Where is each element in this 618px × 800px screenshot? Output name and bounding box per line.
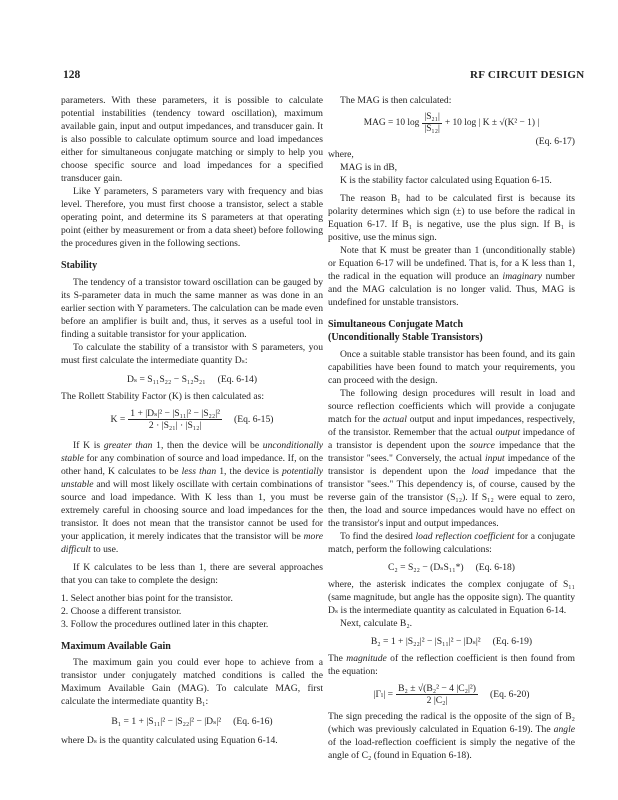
section-heading-stability: Stability [61, 260, 98, 271]
text: and will most likely oscillate with certain combinations of source and load impedance. With K less than 1, you must be extremely careful in choosing source and load impedances for the transistor. It does not mean that the transistor cannot be used for your application, it merely indicates that the transistor will be [61, 479, 323, 542]
paragraph: The MAG is then calculated: [340, 95, 452, 106]
options-list [61, 592, 323, 631]
equation-lhs: K = [110, 414, 126, 425]
text: 1, then the device will be [152, 440, 263, 451]
emphasis: angle [553, 724, 575, 735]
equation-6-20 [328, 683, 575, 706]
equation-label: (Eq. 6-16) [233, 716, 273, 727]
list-item: 1. Select another bias point for the transistor. [61, 593, 233, 604]
emphasis: magnitude [346, 653, 387, 664]
emphasis: potentially unstable [61, 466, 323, 490]
paragraph: To calculate the stability of a transistor with S parameters, you must first calculate the intermediate quantity Dₛ: [61, 342, 323, 366]
paragraph: where, the asterisk indicates the complex conjugate of S₁₁ (same magnitude, but angle has the opposite sign). The quantity Dₛ is the intermediate quantity as calculated in Equation 6-14. [328, 579, 575, 616]
emphasis: load [471, 466, 489, 477]
text: for any combination of source and load impedance. If, on the other hand, K calculates to be [61, 453, 323, 477]
equation-6-16 [61, 715, 323, 728]
equation-part: + 10 log | K ± √(K² − 1) | [444, 118, 540, 128]
paragraph: Next, calculate B₂. [340, 618, 413, 629]
text: of the load-reflection coefficient is simply the negative of the angle of C₂ (found in Equation 6-18). [328, 737, 575, 761]
emphasis: output [495, 427, 520, 438]
equation-label: (Eq. 6-20) [490, 689, 530, 700]
equation-body: Dₛ = S₁₁S₂₂ − S₁₂S₂₁ [126, 374, 206, 385]
text: impedance of the transistor is dependent upon the [328, 453, 575, 477]
equation-body: B₁ = 1 + |S₁₁|² − |S₂₂|² − |Dₛ|² [111, 716, 222, 727]
equation-body: B₂ = 1 + |S₂₂|² − |S₁₁|² − |Dₛ|² [370, 636, 481, 647]
equation-label: (Eq. 6-17) [535, 136, 575, 147]
denominator: 2 · |S₂₁| · |S₁₂| [148, 420, 202, 431]
emphasis: more difficult [61, 531, 323, 555]
paragraph: The tendency of a transistor toward oscillation can be gauged by its S-parameter data in much the same manner as was done in an earlier section with Y parameters. The calculation can be made even before an amplifier is built and, thus, it serves as a useful tool in finding a suitable transistor for your application. [61, 277, 323, 340]
paragraph [328, 530, 575, 556]
emphasis: input [485, 453, 505, 464]
text: Note that K must be greater than 1 (unconditionally stable) or Equation 6-17 will be undefined. That is, for a K less than 1, the radical in the equation will produce an [328, 245, 575, 282]
equation-label: (Eq. 6-19) [492, 636, 533, 647]
text: The following design procedures will result in load and source reflection coefficients which will provide a conjugate match for the [328, 388, 575, 425]
paragraph: The Rollett Stability Factor (K) is then calculated as: [61, 391, 265, 402]
paragraph: The maximum gain you could ever hope to achieve from a transistor under conjugately matched conditions is called the Maximum Available Gain (MAG). To calculate MAG, first calculate the intermediate quantity B₁: [61, 657, 323, 707]
equation-label: (Eq. 6-15) [234, 414, 274, 425]
text: If K is [73, 440, 104, 451]
denominator: 2 |C₂| [426, 695, 448, 706]
equation-lhs: |Γₗ| = [373, 689, 394, 700]
text: of the reflection coefficient is then found from the equation: [328, 653, 575, 677]
paragraph [328, 652, 575, 678]
page-number: 128 [63, 69, 81, 81]
emphasis: imaginary [502, 271, 542, 282]
paragraph: Once a suitable stable transistor has been found, and its gain capabilities have been found to match your requirements, you can proceed with the design. [328, 349, 575, 386]
numerator: 1 + |Dₛ|² − |S₁₁|² − |S₂₂|² [130, 408, 221, 419]
emphasis: load reflection coefficient [415, 531, 515, 542]
definition: K is the stability factor calculated using Equation 6-15. [340, 175, 552, 186]
fraction [422, 112, 442, 135]
text: impedance of a transistor is dependent upon the [328, 427, 575, 451]
fraction [396, 683, 478, 706]
equation-part: MAG = 10 log [363, 118, 420, 128]
left-column [61, 94, 323, 747]
emphasis: greater than [103, 440, 153, 451]
text: To find the desired [340, 531, 416, 542]
numerator: |S₂₁| [424, 112, 440, 122]
text: 1, the device is [216, 466, 282, 477]
numerator: B₂ ± √(B₂² − 4 |C₂|²) [398, 683, 477, 694]
paragraph [61, 439, 323, 556]
paragraph [328, 387, 575, 530]
running-head: RF CIRCUIT DESIGN [470, 69, 585, 81]
fraction [128, 408, 222, 431]
section-heading-conjugate-match: Simultaneous Conjugate Match [328, 319, 464, 330]
text: impedance that the transistor "sees." Conversely, the actual [328, 440, 575, 464]
paragraph: The reason B₁ had to be calculated first is because its polarity determines which sign (±) to use before the radical in Equation 6-17. If B₁ is negative, use the plus sign. If B₁ is positive, use the minus sign. [328, 193, 575, 243]
paragraph [328, 244, 575, 309]
emphasis: less than [181, 466, 217, 477]
equation-6-17 [328, 112, 575, 135]
equation-6-15 [61, 408, 323, 431]
text: to use. [90, 544, 119, 555]
equation-6-19 [328, 635, 575, 648]
paragraph: where Dₛ is the quantity calculated using Equation 6-14. [61, 735, 278, 746]
emphasis: source [469, 440, 495, 451]
definition: MAG is in dB, [340, 162, 398, 173]
paragraph: parameters. With these parameters, it is possible to calculate potential instabilities (tendency toward oscillation), maximum available gain, input and output impedances, and transducer gain. It is also possible to calculate optimum source and load impedances either for simultaneous conjugate matching or simply to help you choose specific source and load impedances for a specified transducer gain. [61, 95, 323, 184]
emphasis: unconditionally stable [61, 440, 323, 464]
paragraph: Like Y parameters, S parameters vary with frequency and bias level. Therefore, you must first choose a transistor, select a stable operating point, and determine its S parameters at that operating point (either by measurement or from a data sheet) before following the procedures given in the following sections. [61, 186, 323, 249]
list-item: 2. Choose a different transistor. [61, 606, 182, 617]
denominator: |S₁₂| [424, 124, 440, 134]
section-heading-mag: Maximum Available Gain [61, 641, 171, 652]
equation-6-18 [328, 561, 575, 574]
paragraph: where, [328, 149, 354, 160]
emphasis: actual [382, 414, 407, 425]
text: for a conjugate match, perform the following calculations: [328, 531, 575, 555]
equation-label: (Eq. 6-18) [475, 562, 515, 573]
text: number and the MAG calculation is no longer valid. Thus, MAG is undefined for unstable transistors. [328, 271, 575, 308]
equation-body: C₂ = S₂₂ − (DₛS₁₁*) [388, 562, 464, 573]
right-column [328, 94, 575, 762]
equation-label: (Eq. 6-14) [217, 374, 258, 385]
text: The sign preceding the radical is the opposite of the sign of B₂ (which was previously calculated in Equation 6-19). The [328, 711, 575, 735]
paragraph [328, 710, 575, 762]
equation-6-14 [61, 373, 323, 386]
text: impedance that the transistor "sees." This dependency is, of course, caused by the reverse gain of the transistor (S₁₂). If S₁₂ were equal to zero, then, the load and source impedances would have no effect on the transistor's input and output impedances. [328, 466, 575, 529]
section-subheading: (Unconditionally Stable Transistors) [328, 332, 483, 343]
list-item: 3. Follow the procedures outlined later in this chapter. [61, 619, 269, 630]
text: The [328, 653, 347, 664]
paragraph: If K calculates to be less than 1, there are several approaches that you can take to complete the design: [61, 562, 323, 586]
text: output and input impedances, respectively, of the transistor. Remember that the actual [328, 414, 576, 438]
